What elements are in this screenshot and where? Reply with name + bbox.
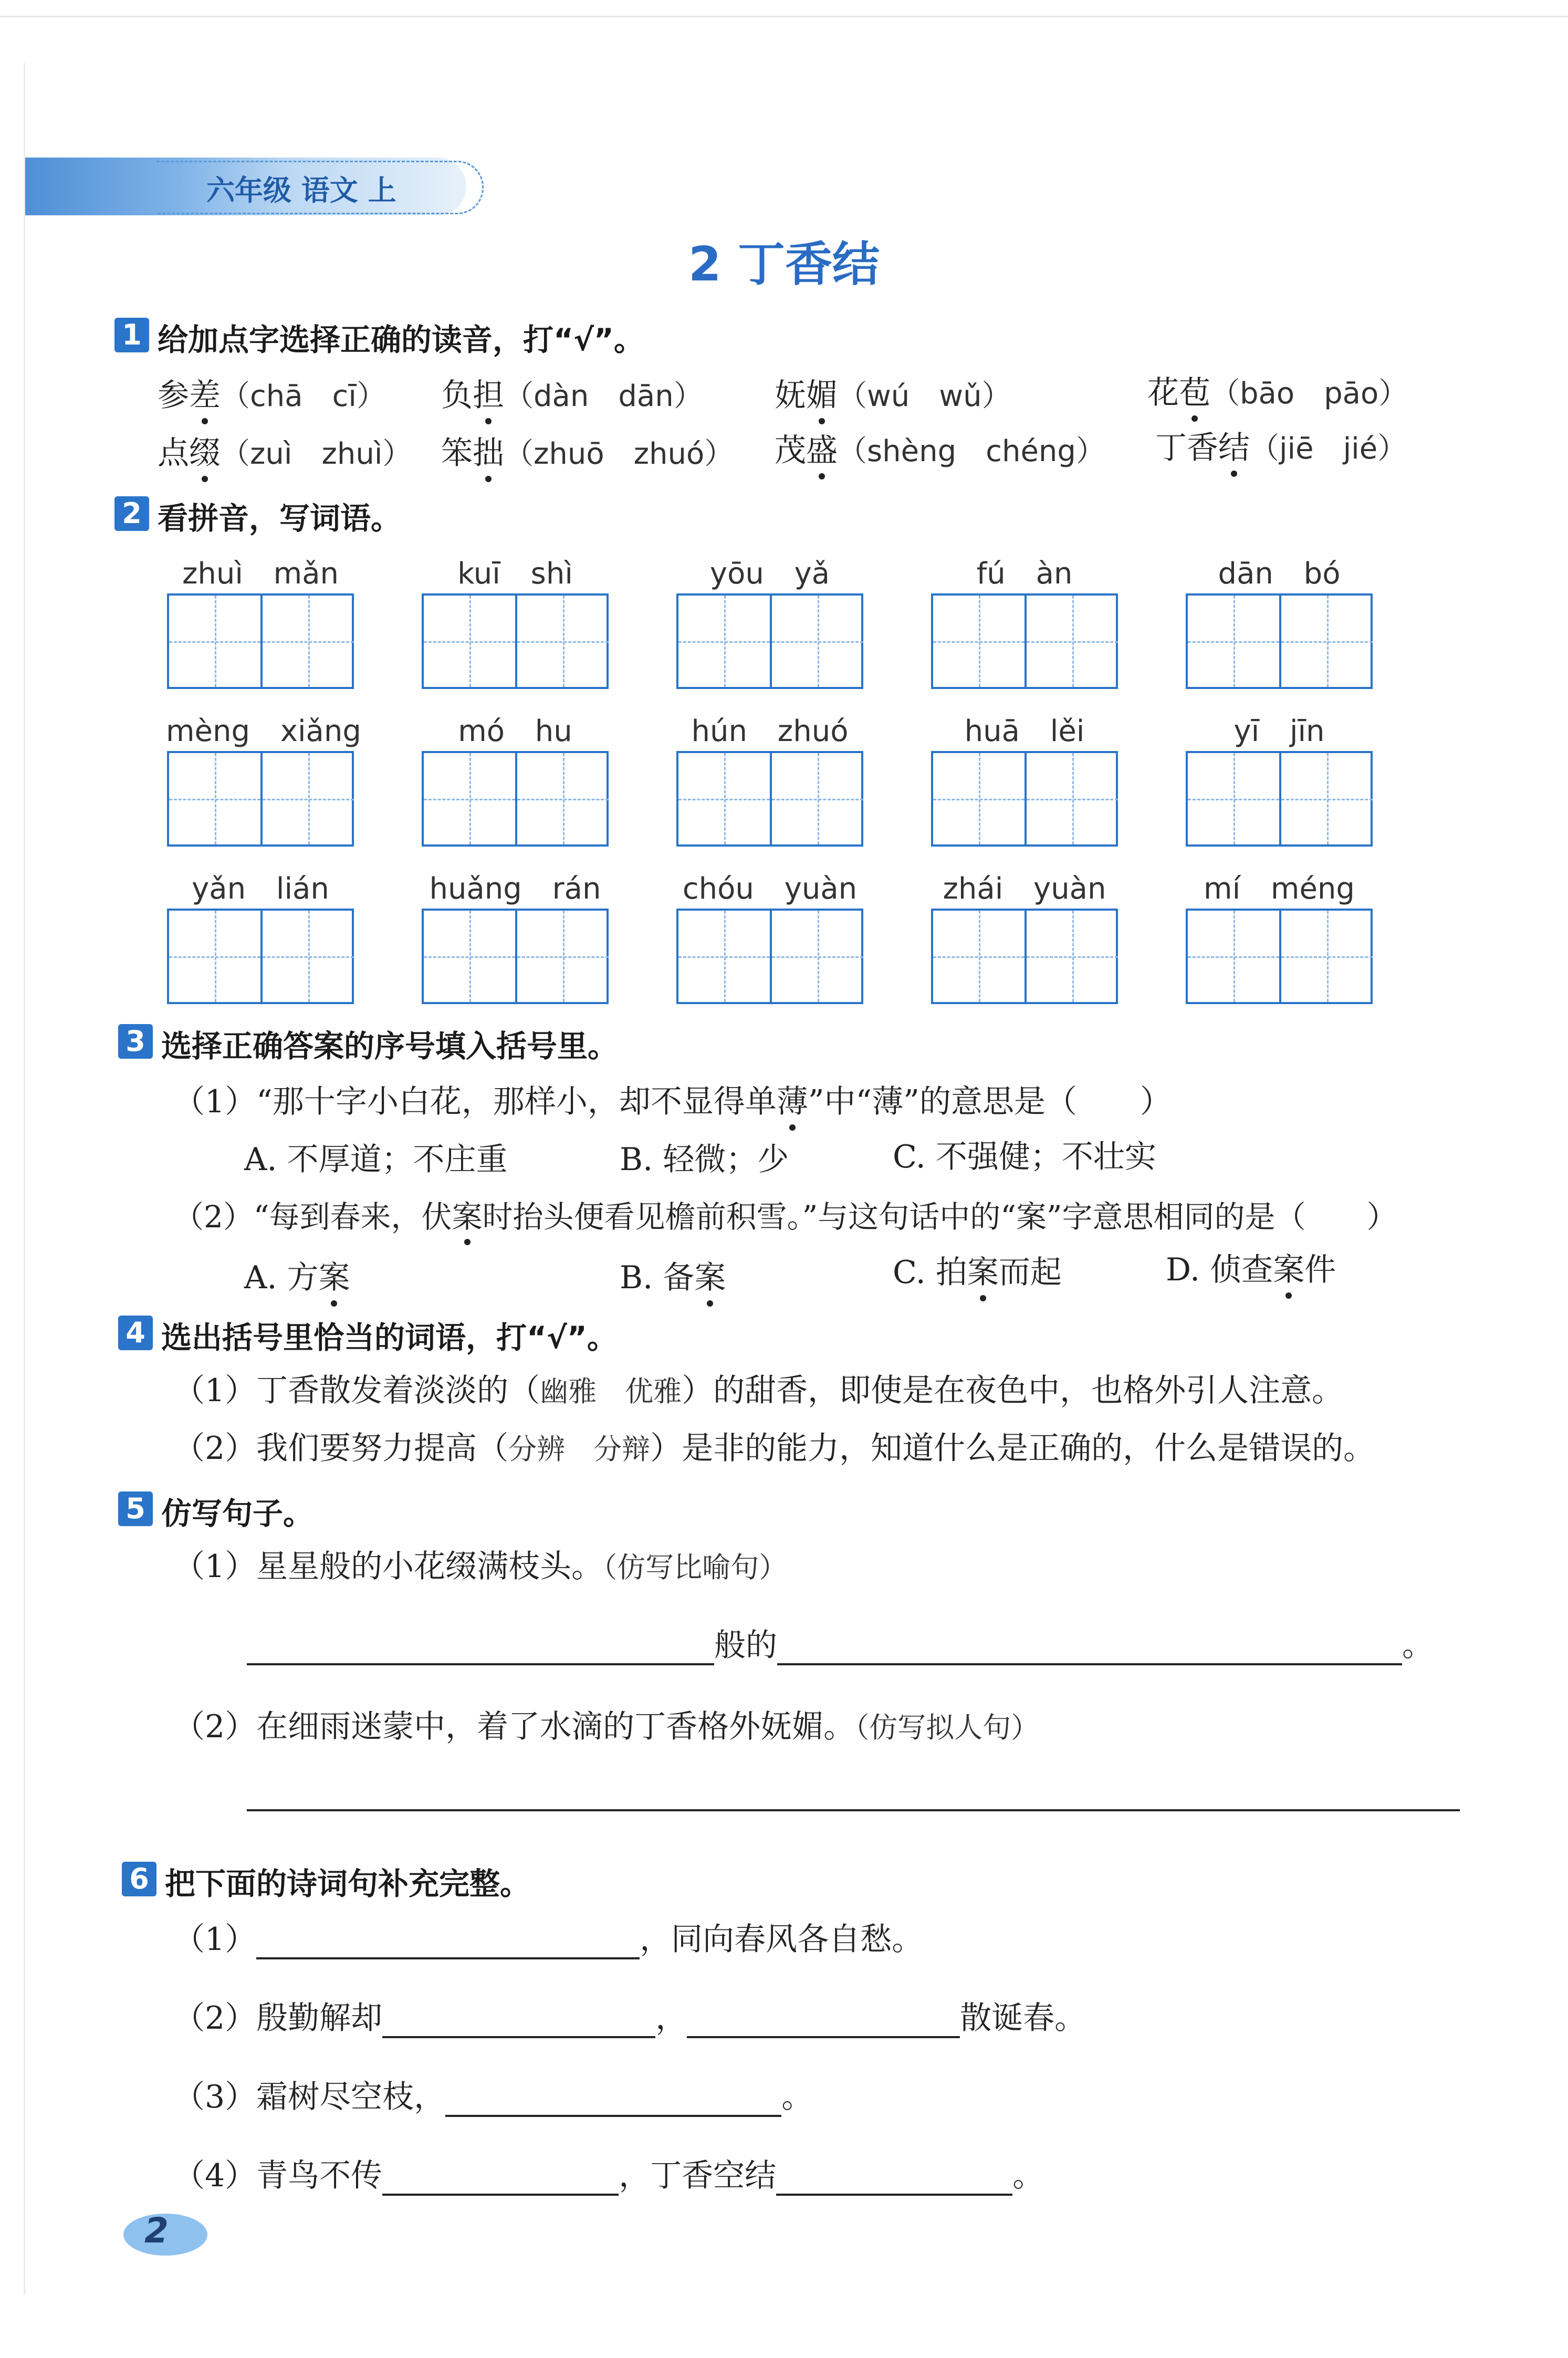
q1-pinyin-options: （dàn dān）	[504, 379, 703, 413]
writing-cell[interactable]	[1027, 753, 1118, 844]
cell-guide-horizontal	[1281, 956, 1373, 958]
pinyin-label: chóu yuàn	[682, 872, 858, 906]
q1-item	[441, 370, 703, 415]
q6-l1-label: （1）	[173, 1921, 257, 1958]
q1-word: 花	[1147, 374, 1179, 411]
q1-dotted-char: 苞	[1179, 374, 1210, 411]
q3-option-a: A. 不厚道；不庄重	[244, 1141, 508, 1178]
writing-box[interactable]	[167, 593, 354, 689]
writing-cell[interactable]	[1188, 596, 1281, 687]
page-number-badge	[123, 2210, 207, 2256]
writing-box[interactable]	[167, 751, 354, 847]
q3-sentence-2	[173, 1192, 1397, 1236]
cell-guide-horizontal	[1281, 799, 1373, 800]
cell-guide-horizontal	[678, 956, 770, 958]
pinyin-label: mó hu	[458, 714, 572, 748]
cell-guide-horizontal	[678, 641, 770, 643]
q1-pinyin-options: （shèng chéng）	[838, 434, 1105, 468]
writing-box[interactable]	[931, 909, 1118, 1004]
q1-pinyin-options: （zhuō zhuó）	[504, 437, 734, 471]
q1-item	[1147, 368, 1408, 413]
q6-l1-text: ，同向春风各自愁。	[640, 1921, 924, 1958]
writing-cell[interactable]	[933, 911, 1027, 1002]
q1-item	[441, 428, 734, 473]
pinyin-label: dān bó	[1218, 557, 1341, 591]
cell-guide-horizontal	[424, 956, 515, 958]
q6-l4-text-mid: ，丁香空结	[619, 2157, 777, 2194]
writing-cell[interactable]	[772, 753, 863, 844]
writing-cell[interactable]	[424, 753, 517, 844]
q1-dotted-char: 媚	[806, 377, 838, 414]
pinyin-label: mèng xiǎng	[166, 714, 361, 748]
q1-pinyin-options: （wú wǔ）	[838, 379, 1011, 413]
q2-number-badge: 2	[114, 496, 149, 531]
q1-pinyin-options: （chā cī）	[221, 379, 386, 413]
writing-cell[interactable]	[772, 596, 863, 687]
q1-word: 妩	[775, 377, 806, 414]
answer-blank[interactable]	[777, 1632, 1402, 1665]
option-text-end: 而起	[998, 1254, 1062, 1291]
writing-cell[interactable]	[263, 753, 354, 844]
answer-blank[interactable]	[776, 2162, 1012, 2196]
q1-dotted-char: 缀	[189, 435, 221, 472]
lesson-title: 2 丁香结	[688, 237, 880, 292]
q1-pinyin-options: （bāo pāo）	[1210, 377, 1408, 411]
cell-guide-horizontal	[1027, 956, 1118, 958]
q3-s2-option-a	[244, 1253, 350, 1298]
q6-l2-text-end: 散诞春。	[960, 2000, 1086, 2037]
q6-line-2	[173, 1993, 1086, 2038]
cell-guide-horizontal	[263, 956, 354, 958]
cell-guide-horizontal	[263, 641, 354, 643]
cell-guide-horizontal	[933, 799, 1025, 800]
writing-box[interactable]	[931, 593, 1118, 689]
writing-cell[interactable]	[1027, 596, 1118, 687]
cell-guide-horizontal	[1188, 956, 1279, 958]
q3-s1-text-end: ”中“薄”的意思是（ ）	[808, 1083, 1172, 1120]
cell-guide-horizontal	[933, 956, 1025, 958]
page-number: 2	[144, 2210, 169, 2251]
writing-box[interactable]	[931, 751, 1118, 847]
q3-s1-text: （1）“那十字小白花，那样小，却不显得单	[173, 1083, 777, 1120]
q1-dotted-char: 差	[189, 377, 221, 414]
q1-word: 负	[441, 377, 473, 414]
option-text: A. 方	[244, 1259, 319, 1296]
writing-cell[interactable]	[1188, 911, 1281, 1002]
q4-s1-choices: 幽雅 优雅	[540, 1375, 682, 1408]
writing-box[interactable]	[676, 909, 863, 1004]
pinyin-label: huā lěi	[964, 714, 1085, 748]
writing-cell[interactable]	[772, 911, 863, 1002]
q5-s1-text: （1）星星般的小花缀满枝头。	[173, 1548, 603, 1585]
writing-cell[interactable]	[424, 911, 517, 1002]
q5-s2-text: （2）在细雨迷蒙中，着了水滴的丁香格外妩媚。	[173, 1708, 855, 1745]
q1-pinyin-options: （zuì zhuì）	[221, 437, 412, 471]
cell-guide-horizontal	[424, 641, 515, 643]
q3-s1-dotted-char: 薄	[776, 1083, 808, 1120]
option-text: D. 侦查	[1166, 1251, 1273, 1288]
q3-s2-text-end: 时抬头便看见檐前积雪。”与这句话中的“案”字意思相同的是（ ）	[482, 1199, 1397, 1235]
q4-number-badge: 4	[118, 1316, 153, 1350]
writing-box[interactable]	[167, 909, 354, 1004]
writing-box[interactable]	[422, 909, 609, 1004]
q4-title: 选出括号里恰当的词语，打“√”。	[161, 1320, 618, 1355]
cell-guide-horizontal	[1281, 641, 1373, 643]
q3-title: 选择正确答案的序号填入括号里。	[161, 1028, 619, 1064]
writing-cell[interactable]	[424, 596, 517, 687]
pinyin-label: huǎng rán	[429, 872, 601, 906]
q6-l4-end: 。	[1012, 2157, 1044, 2194]
q1-dotted-char: 拙	[473, 435, 504, 472]
cell-guide-horizontal	[169, 641, 260, 643]
q3-s2-text: （2）“每到春来，伏	[173, 1199, 452, 1235]
writing-cell[interactable]	[517, 596, 609, 687]
option-dotted-char: 案	[694, 1259, 726, 1296]
q4-s2-text-end: ）是非的能力，知道什么是正确的，什么是错误的。	[650, 1430, 1375, 1467]
q5-s1-mid: 般的	[714, 1627, 777, 1664]
cell-guide-horizontal	[169, 799, 260, 800]
option-text: B. 备	[620, 1259, 695, 1296]
q6-line-1	[173, 1914, 923, 1959]
option-dotted-char: 案	[1273, 1251, 1305, 1288]
writing-cell[interactable]	[933, 753, 1027, 844]
writing-cell[interactable]	[1281, 596, 1373, 687]
q5-s2-hint: （仿写拟人句）	[855, 1711, 1040, 1744]
pinyin-label: fú àn	[976, 557, 1073, 591]
writing-cell[interactable]	[169, 753, 263, 844]
answer-blank[interactable]	[247, 1809, 1460, 1811]
q6-line-3	[173, 2072, 813, 2117]
q2-title: 看拼音，写词语。	[158, 500, 402, 536]
q3-s2-option-b	[620, 1253, 726, 1298]
q5-sentence-2	[173, 1702, 1039, 1747]
option-dotted-char: 案	[967, 1254, 999, 1291]
scan-edge	[0, 16, 1568, 17]
pinyin-label: hún zhuó	[691, 714, 849, 748]
q5-s1-end: 。	[1402, 1627, 1434, 1664]
q6-title: 把下面的诗词句补充完整。	[165, 1866, 531, 1902]
cell-guide-horizontal	[772, 641, 863, 643]
q1-title: 给加点字选择正确的读音，打“√”。	[158, 322, 644, 358]
q6-l3-end: 。	[781, 2079, 813, 2115]
cell-guide-horizontal	[424, 799, 515, 800]
q3-s2-option-c	[893, 1247, 1062, 1292]
pinyin-label: zhuì mǎn	[182, 557, 339, 591]
q1-word: 丁香	[1155, 430, 1218, 466]
q1-item	[158, 370, 386, 415]
writing-box[interactable]	[1186, 909, 1373, 1004]
q5-answer-line-1	[247, 1620, 1434, 1665]
pinyin-label: zhái yuàn	[943, 872, 1106, 906]
q1-item	[775, 425, 1105, 471]
q6-l2-text: （2）殷勤解却	[173, 2000, 383, 2037]
pinyin-label: mí méng	[1204, 872, 1355, 906]
q5-s1-hint: （仿写比喻句）	[603, 1551, 788, 1584]
q3-number-badge: 3	[118, 1024, 153, 1059]
q1-dotted-char: 担	[473, 377, 504, 414]
q5-title: 仿写句子。	[161, 1496, 314, 1531]
q1-word: 参	[158, 377, 189, 414]
cell-guide-horizontal	[678, 799, 770, 800]
q6-line-4	[173, 2151, 1044, 2196]
answer-blank[interactable]	[247, 1632, 714, 1665]
cell-guide-horizontal	[517, 799, 609, 800]
writing-cell[interactable]	[1188, 753, 1281, 844]
writing-cell[interactable]	[517, 753, 609, 844]
cell-guide-horizontal	[1188, 799, 1279, 800]
writing-box[interactable]	[1186, 593, 1373, 689]
cell-guide-horizontal	[263, 799, 354, 800]
writing-box[interactable]	[1186, 751, 1373, 847]
pinyin-label: yōu yǎ	[709, 557, 830, 591]
cell-guide-horizontal	[1027, 799, 1118, 800]
q1-word: 点	[158, 435, 189, 472]
page-margin-line	[24, 63, 25, 2295]
cell-guide-horizontal	[1188, 641, 1279, 643]
answer-blank[interactable]	[382, 2005, 655, 2038]
grade-banner	[25, 158, 466, 215]
option-text-end: 件	[1304, 1251, 1336, 1288]
answer-blank[interactable]	[382, 2162, 619, 2196]
q1-word: 茂	[775, 432, 806, 469]
q4-s2-text: （2）我们要努力提高（	[173, 1430, 509, 1467]
writing-cell[interactable]	[678, 596, 772, 687]
answer-blank[interactable]	[256, 1926, 640, 1959]
q1-item	[1155, 423, 1407, 468]
q5-sentence-1	[173, 1541, 787, 1587]
answer-blank[interactable]	[445, 2083, 781, 2117]
option-text: C. 拍	[893, 1254, 967, 1291]
writing-cell[interactable]	[678, 911, 772, 1002]
cell-guide-horizontal	[772, 956, 863, 958]
writing-cell[interactable]	[169, 911, 263, 1002]
q3-s2-option-d	[1166, 1245, 1336, 1290]
writing-cell[interactable]	[169, 596, 263, 687]
writing-cell[interactable]	[517, 911, 609, 1002]
cell-guide-horizontal	[517, 641, 609, 643]
writing-box[interactable]	[422, 751, 609, 847]
q4-s1-text: （1）丁香散发着淡淡的（	[173, 1372, 540, 1409]
writing-cell[interactable]	[263, 596, 354, 687]
q4-sentence-1	[173, 1365, 1343, 1411]
q1-dotted-char: 结	[1218, 430, 1250, 466]
q6-l4-text: （4）青鸟不传	[173, 2157, 383, 2194]
writing-box[interactable]	[422, 593, 609, 689]
writing-cell[interactable]	[1281, 753, 1373, 844]
q4-s1-text-end: ）的甜香，即使是在夜色中，也格外引人注意。	[682, 1372, 1344, 1409]
q3-option-b: B. 轻微；少	[620, 1141, 789, 1178]
answer-blank[interactable]	[687, 2005, 960, 2038]
q1-item	[775, 370, 1011, 415]
writing-cell[interactable]	[1281, 911, 1373, 1002]
q1-pinyin-options: （jiē jié）	[1250, 432, 1407, 466]
cell-guide-horizontal	[1027, 641, 1118, 643]
writing-box[interactable]	[676, 751, 863, 847]
cell-guide-horizontal	[772, 799, 863, 800]
q1-word: 笨	[441, 435, 473, 472]
q4-s2-choices: 分辨 分辩	[508, 1433, 651, 1466]
cell-guide-horizontal	[517, 956, 609, 958]
q3-option-c: C. 不强健；不壮实	[893, 1139, 1156, 1175]
pinyin-label: yī jīn	[1234, 714, 1325, 748]
q1-number-badge: 1	[114, 318, 149, 352]
q4-sentence-2	[173, 1423, 1375, 1468]
q6-number-badge: 6	[122, 1862, 156, 1896]
writing-cell[interactable]	[678, 753, 772, 844]
q3-sentence-1	[173, 1077, 1172, 1122]
cell-guide-horizontal	[169, 956, 260, 958]
pinyin-label: kuī shì	[457, 557, 573, 591]
writing-cell[interactable]	[1027, 911, 1118, 1002]
q1-dotted-char: 盛	[806, 432, 838, 469]
q6-l2-comma: ，	[655, 2000, 687, 2037]
q3-s2-dotted-char: 案	[452, 1199, 483, 1235]
q5-number-badge: 5	[118, 1491, 153, 1526]
grade-label: 六年级 语文 上	[206, 174, 396, 207]
writing-cell[interactable]	[933, 596, 1027, 687]
q6-l3-text: （3）霜树尽空枝，	[173, 2079, 446, 2115]
q1-item	[158, 428, 412, 473]
option-dotted-char: 案	[318, 1259, 350, 1296]
pinyin-label: yǎn lián	[192, 872, 329, 906]
cell-guide-horizontal	[933, 641, 1025, 643]
writing-cell[interactable]	[263, 911, 354, 1002]
writing-box[interactable]	[676, 593, 863, 689]
